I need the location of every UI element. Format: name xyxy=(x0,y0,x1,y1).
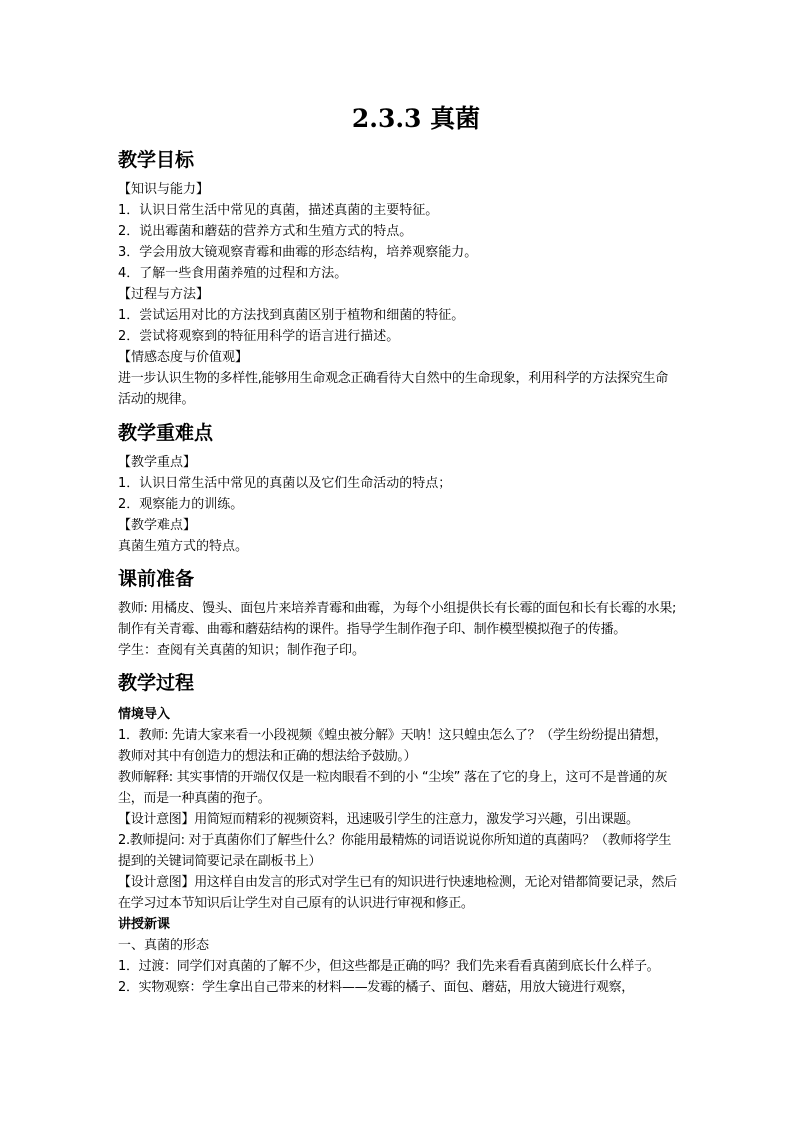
process-item: 1．尝试运用对比的方法找到真菌区别于植物和细菌的特征。 xyxy=(118,308,465,323)
intro-heading: 情境导入 xyxy=(118,707,171,722)
key-label: 【教学重点】 xyxy=(118,455,197,470)
knowledge-label: 【知识与能力】 xyxy=(118,182,210,197)
process-heading: 教学过程 xyxy=(118,672,195,694)
key-item: 2．观察能力的训练。 xyxy=(118,497,244,512)
section-preparation xyxy=(118,565,678,661)
section-key-points xyxy=(118,419,678,557)
document-page xyxy=(118,0,678,998)
document-title: 2.3.3 真菌 xyxy=(351,104,481,133)
knowledge-item: 1．认识日常生活中常见的真菌，描述真菌的主要特征。 xyxy=(118,203,439,218)
objectives-heading: 教学目标 xyxy=(118,149,195,171)
knowledge-item: 3．学会用放大镜观察青霉和曲霉的形态结构，培养观察能力。 xyxy=(118,245,478,260)
knowledge-item: 2．说出霉菌和蘑菇的营养方式和生殖方式的特点。 xyxy=(118,224,413,239)
knowledge-item: 4．了解一些食用菌养殖的过程和方法。 xyxy=(118,266,348,281)
paragraph: 【设计意图】用简短而精彩的视频资料，迅速吸引学生的注意力，激发学习兴趣，引出课题。 xyxy=(118,812,639,827)
paragraph: 1．过渡：同学们对真菌的了解不少，但这些都是正确的吗？我们先来看看真菌到底长什么样子。 xyxy=(118,959,660,974)
paragraph: 2．实物观察：学生拿出自己带来的材料——发霉的橘子、面包、蘑菇，用放大镜进行观察， xyxy=(118,980,634,995)
process-label: 【过程与方法】 xyxy=(118,287,210,302)
preparation-heading: 课前准备 xyxy=(118,568,195,590)
paragraph: 【设计意图】用这样自由发言的形式对学生已有的知识进行快速地检测，无论对错都简要记录，然后在学习过本节知识后让学生对自己原有的认识进行审视和修正。 xyxy=(118,875,677,911)
paragraph: 2.教师提问: 对于真菌你们了解些什么？你能用最精炼的词语说说你所知道的真菌吗？（教师将学生提到的关键词简要记录在副板书上） xyxy=(118,833,672,869)
student-preparation: 学生：查阅有关真菌的知识；制作孢子印。 xyxy=(118,643,366,658)
paragraph: 1．教师: 先请大家来看一小段视频《蝗虫被分解》天呐！这只蝗虫怎么了？（学生纷纷提出猜想，教师对其中有创造力的想法和正确的想法给予鼓励。） xyxy=(118,728,668,764)
key-points-heading: 教学重难点 xyxy=(118,422,214,444)
difficulty-label: 【教学难点】 xyxy=(118,518,197,533)
process-item: 2．尝试将观察到的特征用科学的语言进行描述。 xyxy=(118,329,400,344)
key-item: 1．认识日常生活中常见的真菌以及它们生命活动的特点； xyxy=(118,476,452,491)
paragraph: 教师解释: 其实事情的开端仅仅是一粒肉眼看不到的小 “尘埃” 落在了它的身上，这可不是普通的灰尘，而是一种真菌的孢子。 xyxy=(118,770,668,806)
section-objectives xyxy=(118,146,678,410)
section-process xyxy=(118,669,678,998)
teacher-preparation: 教师: 用橘皮、馒头、面包片来培养青霉和曲霉，为每个小组提供长有长霉的面包和长有长霉的水果; 制作有关青霉、曲霉和蘑菇结构的课件。指导学生制作孢子印、制作模型模拟孢子的传播。 xyxy=(118,601,677,637)
subsection-title: 一、真菌的形态 xyxy=(118,938,210,953)
new-lesson-heading: 讲授新课 xyxy=(118,917,171,932)
difficulty-text: 真菌生殖方式的特点。 xyxy=(118,539,249,554)
emotion-label: 【情感态度与价值观】 xyxy=(118,350,249,365)
emotion-text: 进一步认识生物的多样性,能够用生命观念正确看待大自然中的生命现象，利用科学的方法探究生命活动的规律。 xyxy=(118,371,668,407)
